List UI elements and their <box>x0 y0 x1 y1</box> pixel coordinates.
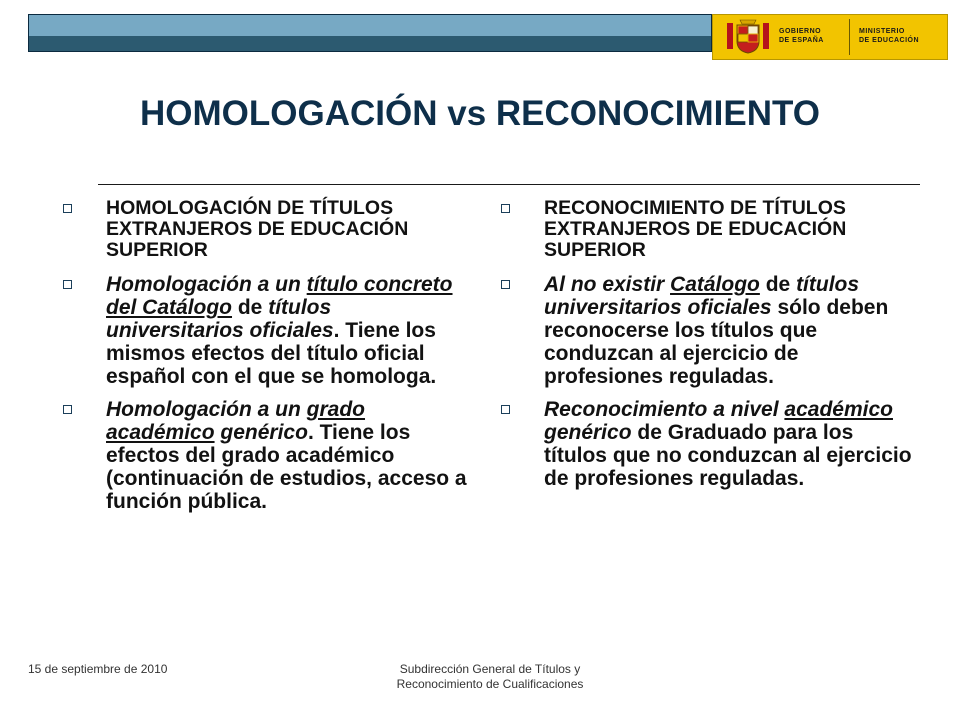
recognition-heading: RECONOCIMIENTO DE TÍTULOS EXTRANJEROS DE EDUCACIÓN SUPERIOR <box>500 198 920 261</box>
square-bullet-icon <box>63 204 72 213</box>
coat-of-arms-icon <box>723 19 773 55</box>
header-bar <box>28 14 712 52</box>
recognition-column <box>500 198 920 500</box>
square-bullet-icon <box>501 280 510 289</box>
recognition-item-no-catalog: Al no existir Catálogo de títulos universitarios oficiales sólo deben reconocerse los títulos que conduzcan al ejercicio de profesiones reguladas. <box>500 273 920 388</box>
government-logo <box>712 14 948 60</box>
footer-date: 15 de septiembre de 2010 <box>28 662 168 676</box>
header-bar-light <box>29 15 711 38</box>
square-bullet-icon <box>63 405 72 414</box>
homologation-heading: HOMOLOGACIÓN DE TÍTULOS EXTRANJEROS DE EDUCACIÓN SUPERIOR <box>62 198 472 261</box>
square-bullet-icon <box>63 280 72 289</box>
recognition-item-level: Reconocimiento a nivel académico genérico de Graduado para los títulos que no conduzcan al ejercicio de profesiones reguladas. <box>500 398 920 490</box>
square-bullet-icon <box>501 405 510 414</box>
ministry-label: MINISTERIO DE EDUCACIÓN <box>859 28 920 44</box>
title-underline <box>98 184 920 185</box>
homologation-item-degree: Homologación a un grado académico genérico. Tiene los efectos del grado académico (continuación de estudios, acceso a función pública. <box>62 398 472 513</box>
logo-separator <box>849 19 850 55</box>
government-label: GOBIERNO DE ESPAÑA <box>779 28 824 44</box>
header-bar-dark <box>29 36 711 51</box>
homologation-column <box>62 198 472 523</box>
homologation-item-catalog: Homologación a un título concreto del Catálogo de títulos universitarios oficiales. Tiene los mismos efectos del título oficial español con el que se homologa. <box>62 273 472 388</box>
footer-department: Subdirección General de Títulos y Reconocimiento de Cualificaciones <box>396 662 584 691</box>
square-bullet-icon <box>501 204 510 213</box>
slide-title: HOMOLOGACIÓN vs RECONOCIMIENTO <box>140 94 820 133</box>
